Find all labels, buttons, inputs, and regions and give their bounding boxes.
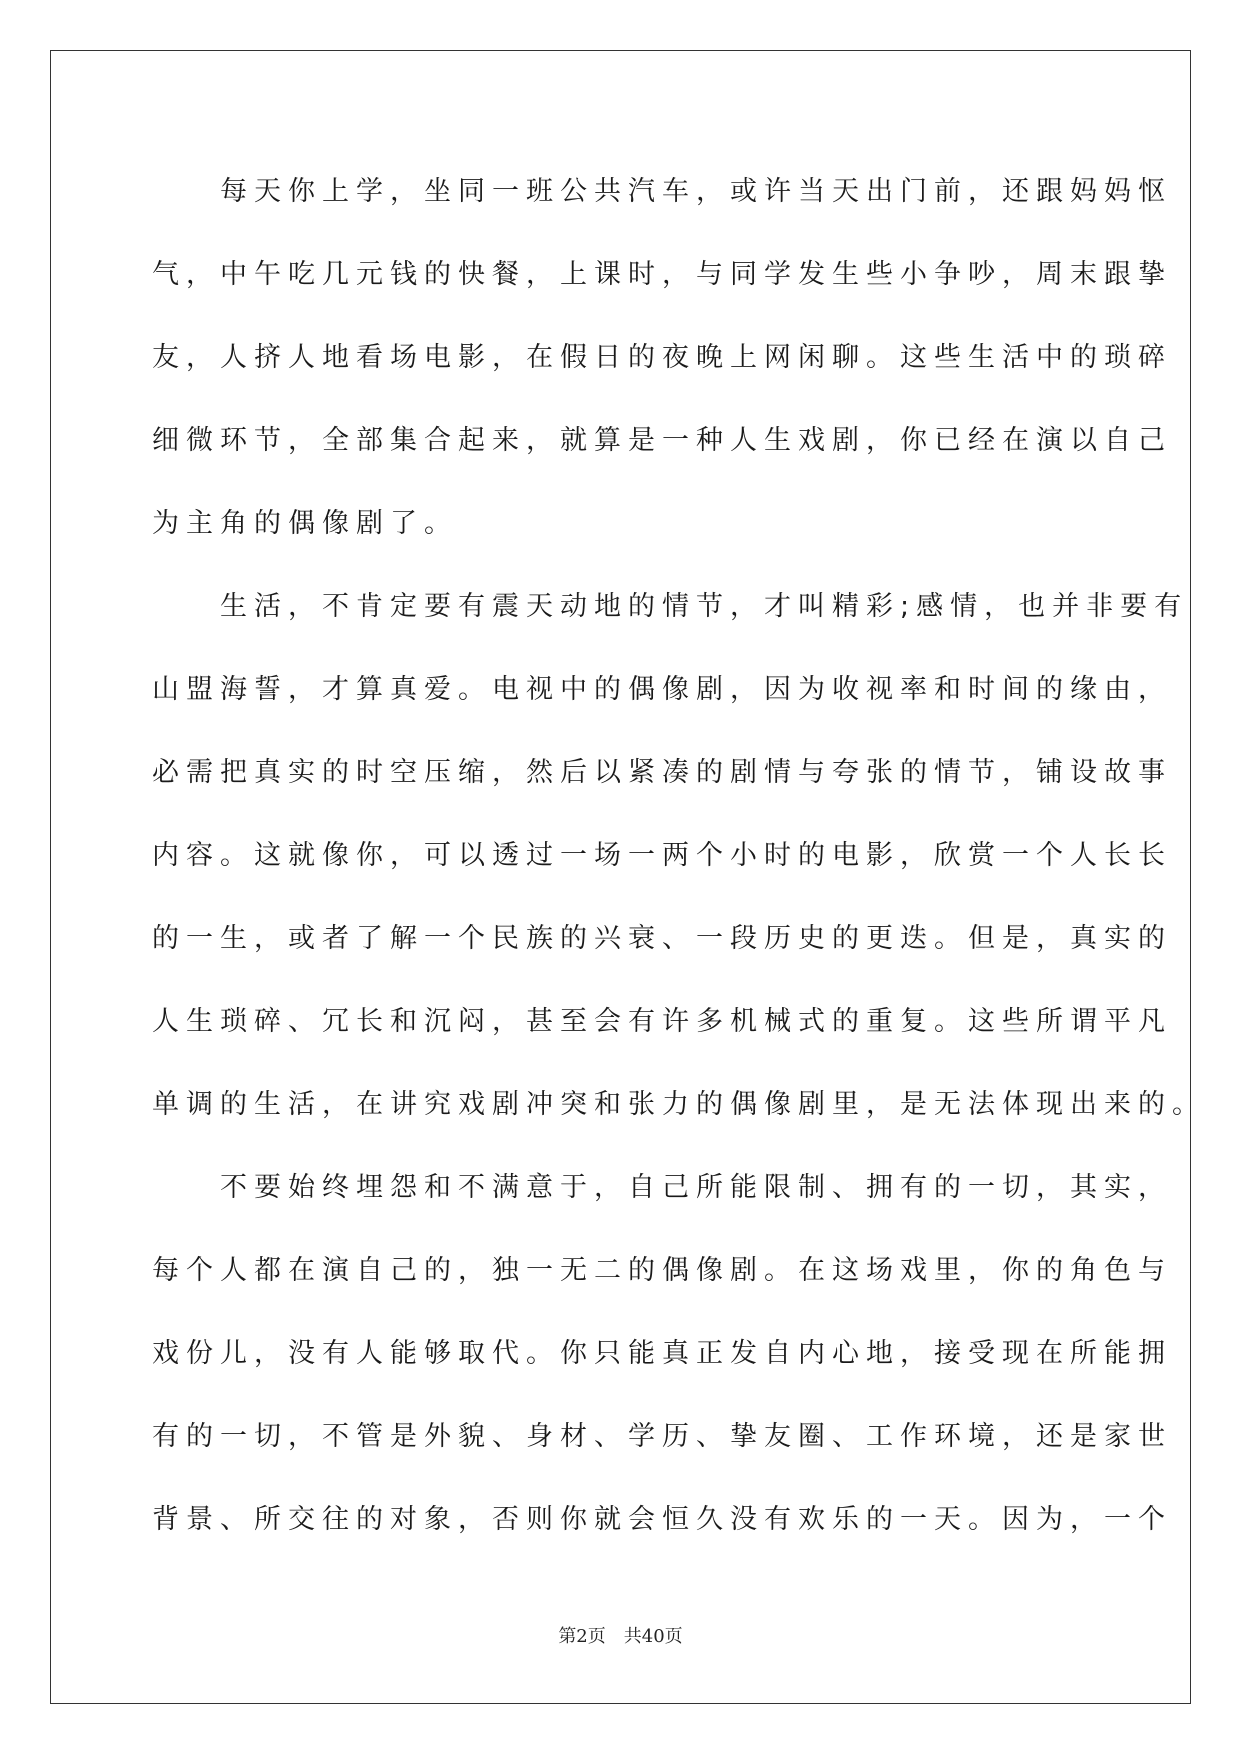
text-line: 友，人挤人地看场电影，在假日的夜晚上网闲聊。这些生活中的琐碎 — [152, 342, 1172, 373]
text-line: 为主角的偶像剧了。 — [152, 508, 458, 539]
text-line: 不要始终埋怨和不满意于，自己所能限制、拥有的一切，其实， — [152, 1172, 1172, 1203]
text-line: 细微环节，全部集合起来，就算是一种人生戏剧，你已经在演以自己 — [152, 425, 1172, 456]
text-line: 必需把真实的时空压缩，然后以紧凑的剧情与夸张的情节，铺设故事 — [152, 757, 1172, 788]
text-line: 单调的生活，在讲究戏剧冲突和张力的偶像剧里，是无法体现出来的。 — [152, 1089, 1206, 1120]
text-line: 山盟海誓，才算真爱。电视中的偶像剧，因为收视率和时间的缘由， — [152, 674, 1172, 705]
document-body — [152, 162, 1206, 1573]
text-line: 戏份儿，没有人能够取代。你只能真正发自内心地，接受现在所能拥 — [152, 1338, 1172, 1369]
text-line: 的一生，或者了解一个民族的兴衰、一段历史的更迭。但是，真实的 — [152, 923, 1172, 954]
page-number: 第2页 共40页 — [558, 1626, 683, 1647]
text-line: 每个人都在演自己的，独一无二的偶像剧。在这场戏里，你的角色与 — [152, 1255, 1172, 1286]
text-line: 人生琐碎、冗长和沉闷，甚至会有许多机械式的重复。这些所谓平凡 — [152, 1006, 1172, 1037]
text-line: 生活，不肯定要有震天动地的情节，才叫精彩;感情，也并非要有 — [152, 591, 1189, 622]
text-line: 每天你上学，坐同一班公共汽车，或许当天出门前，还跟妈妈怄 — [152, 176, 1172, 207]
page-footer — [0, 1622, 1241, 1648]
text-line: 背景、所交往的对象，否则你就会恒久没有欢乐的一天。因为，一个 — [152, 1504, 1172, 1535]
text-line: 有的一切，不管是外貌、身材、学历、挚友圈、工作环境，还是家世 — [152, 1421, 1172, 1452]
text-line: 气，中午吃几元钱的快餐，上课时，与同学发生些小争吵，周末跟挚 — [152, 259, 1172, 290]
text-line: 内容。这就像你，可以透过一场一两个小时的电影，欣赏一个人长长 — [152, 840, 1172, 871]
